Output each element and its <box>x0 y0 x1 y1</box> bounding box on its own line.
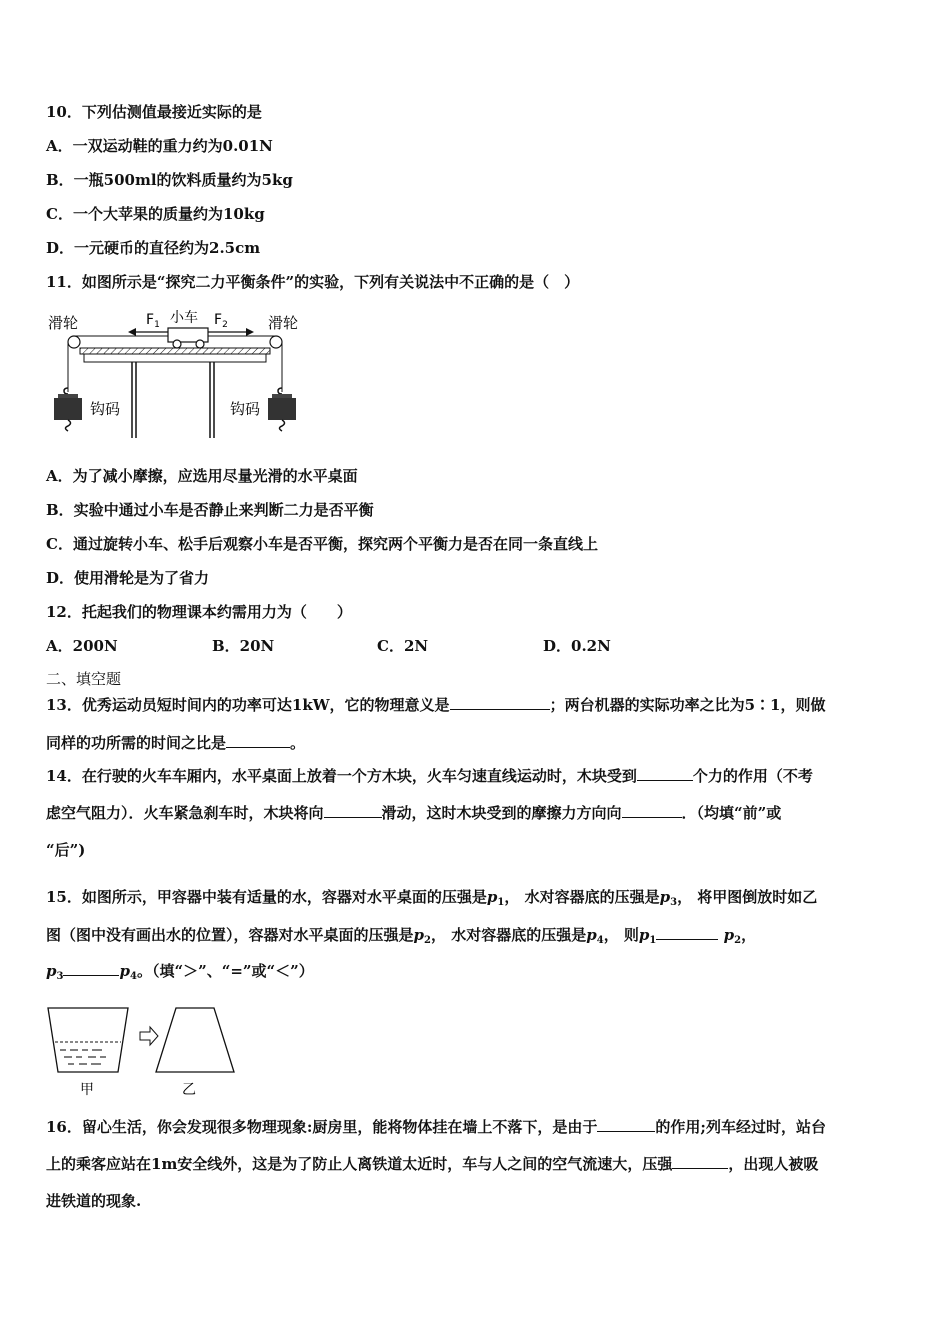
pulley-right-icon <box>270 336 282 348</box>
q16-line2: 上的乘客应站在1m安全线外，这是为了防止人离铁道太近时，车与人之间的空气流速大，压强 ，出现人被吸 <box>46 1155 819 1173</box>
table-top <box>80 348 270 354</box>
q14-blank2[interactable] <box>324 802 382 818</box>
q13-blank2[interactable] <box>226 732 290 748</box>
q12-stem: 12．托起我们的物理课本约需用力为（ ） <box>46 603 352 621</box>
q15-line1: 15．如图所示，甲容器中装有适量的水，容器对水平桌面的压强是$p_1$， 水对容器底的压强是$p_3$， 将甲图倒放时如乙 <box>46 888 818 908</box>
weight-right-icon <box>268 398 296 420</box>
q15-line3: $p_3$ $p_4$。（填“＞”、“=”或“＜”） <box>46 962 314 982</box>
containers-figure <box>44 1000 244 1100</box>
section-heading: 二、填空题 <box>46 670 122 688</box>
q11-option-a: A．为了减小摩擦，应选用尽量光滑的水平桌面 <box>46 467 358 485</box>
q10-stem: 10．下列估测值最接近实际的是 <box>46 103 262 121</box>
q15-line2: 图（图中没有画出水的位置），容器对水平桌面的压强是$p_2$， 水对容器底的压强是$p_4$， 则$p_1$ $p_2$， <box>46 926 757 946</box>
q10-option-a: A．一双运动鞋的重力约为0.01N <box>46 137 273 155</box>
container-b <box>156 1008 234 1072</box>
q11-option-c: C．通过旋转小车、松手后观察小车是否平衡，探究两个平衡力是否在同一条直线上 <box>46 535 598 553</box>
balance-experiment-figure <box>44 300 314 445</box>
weight-left-icon <box>54 398 82 420</box>
q16-blank2[interactable] <box>672 1153 728 1169</box>
q10-option-c: C．一个大苹果的质量约为10kg <box>46 205 265 223</box>
q16-blank1[interactable] <box>597 1116 655 1132</box>
q12-option-a: A．200N <box>46 637 118 655</box>
q11-stem: 11．如图所示是“探究二力平衡条件”的实验，下列有关说法中不正确的是（ ） <box>46 273 580 291</box>
q12-option-b: B．20N <box>212 637 275 655</box>
q11-option-b: B．实验中通过小车是否静止来判断二力是否平衡 <box>46 501 374 519</box>
weight-right-label: 钩码 <box>230 400 261 418</box>
force-f1-label: $F_1$ <box>146 312 160 330</box>
pulley-left-label: 滑轮 <box>48 314 79 332</box>
arrow-icon <box>140 1027 158 1045</box>
weight-left-label: 钩码 <box>90 400 121 418</box>
pulley-right-label: 滑轮 <box>268 314 299 332</box>
container-a <box>48 1008 128 1072</box>
cart-label: 小车 <box>170 310 198 326</box>
q13-line1: 13．优秀运动员短时间内的功率可达1kW，它的物理意义是 ；两台机器的实际功率之比为5∶1，则做 <box>46 696 826 714</box>
q14-line3: “后”) <box>46 841 86 859</box>
container-a-label: 甲 <box>80 1082 94 1098</box>
q10-option-b: B．一瓶500ml的饮料质量约为5kg <box>46 171 293 189</box>
q15-blank2[interactable] <box>63 960 119 976</box>
q14-blank1[interactable] <box>637 765 693 781</box>
q12-option-d: D．0.2N <box>543 637 611 655</box>
q13-line2: 同样的功所需的时间之比是 。 <box>46 734 306 752</box>
q16-line1: 16．留心生活，你会发现很多物理现象:厨房里，能将物体挂在墙上不落下，是由于 的作用;列车经过时，站台 <box>46 1118 826 1136</box>
pulley-left-icon <box>68 336 80 348</box>
q16-line3: 进铁道的现象. <box>46 1192 142 1210</box>
q13-blank1[interactable] <box>450 694 550 710</box>
q11-option-d: D．使用滑轮是为了省力 <box>46 569 210 587</box>
q14-blank3[interactable] <box>622 802 682 818</box>
q14-line1: 14．在行驶的火车车厢内，水平桌面上放着一个方木块，火车匀速直线运动时，木块受到 个力的作用（不考 <box>46 767 813 785</box>
container-b-label: 乙 <box>182 1082 196 1098</box>
q10-option-d: D．一元硬币的直径约为2.5cm <box>46 239 261 257</box>
q12-option-c: C．2N <box>377 637 429 655</box>
q14-line2: 虑空气阻力）．火车紧急刹车时，木块将向 滑动，这时木块受到的摩擦力方向向 ．（均填“前”或 <box>46 804 782 822</box>
force-f2-label: $F_2$ <box>214 312 228 330</box>
q15-blank1[interactable] <box>656 924 718 940</box>
